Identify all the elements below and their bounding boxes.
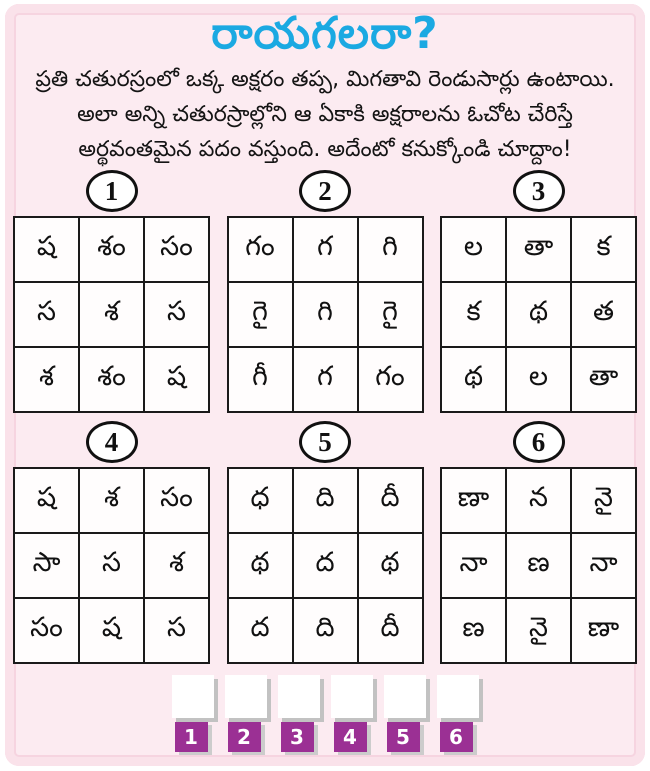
grid-cell: సం: [144, 468, 209, 533]
grid-cell: ణా: [441, 468, 506, 533]
grid-cell: గం: [228, 217, 293, 282]
puzzle-4-number-badge: 4: [86, 421, 138, 463]
grid-cell: ల: [506, 347, 571, 412]
grid-cell: స: [144, 282, 209, 347]
answer-unit-1: [172, 675, 214, 753]
grid-cell: థ: [506, 282, 571, 347]
grid-cell: శం: [79, 347, 144, 412]
grid-cell: ద: [228, 598, 293, 663]
puzzle-1: [10, 170, 213, 413]
grid-cell: నా: [441, 533, 506, 598]
grid-cell: ల: [441, 217, 506, 282]
grid-cell: ష: [144, 347, 209, 412]
puzzle-3: [437, 170, 640, 413]
grid-cell: గై: [228, 282, 293, 347]
grid-cell: క: [441, 282, 506, 347]
puzzle-row-2: [10, 421, 640, 664]
grid-cell: క: [571, 217, 636, 282]
grid-cell: ద: [293, 533, 358, 598]
answer-tag-5: 5: [387, 722, 420, 752]
answer-tag-2: 2: [228, 722, 261, 752]
instructions-line-1: ప్రతి చతురస్రంలో ఒక్క అక్షరం తప్ప, మిగతావి రెండుసార్లు ఉంటాయి.: [35, 67, 615, 92]
answer-unit-3: [278, 675, 320, 753]
grid-cell: శం: [79, 217, 144, 282]
grid-cell: ష: [14, 217, 79, 282]
answer-box-6[interactable]: [437, 675, 479, 718]
grid-cell: స: [14, 282, 79, 347]
grid-cell: గై: [358, 282, 423, 347]
grid-cell: నై: [506, 598, 571, 663]
grid-cell: దీ: [358, 468, 423, 533]
grid-cell: ది: [293, 598, 358, 663]
grid-cell: శ: [14, 347, 79, 412]
answer-tag-4: 4: [334, 722, 367, 752]
instructions-line-3: అర్థవంతమైన పదం వస్తుంది. అదేంటో కనుక్కోండి చూద్దాం!: [78, 137, 572, 162]
grid-cell: దీ: [358, 598, 423, 663]
grid-cell: న: [506, 468, 571, 533]
grid-cell: ణా: [571, 598, 636, 663]
puzzle-5-number-badge: 5: [299, 421, 351, 463]
puzzle-grid-4: [13, 467, 210, 664]
grid-cell: త: [571, 282, 636, 347]
grid-cell: సం: [14, 598, 79, 663]
grid-cell: గ: [293, 347, 358, 412]
grid-cell: ష: [14, 468, 79, 533]
answer-unit-6: [437, 675, 479, 753]
instructions: [10, 62, 640, 167]
puzzle-grid-6: [440, 467, 637, 664]
answer-box-3[interactable]: [278, 675, 320, 718]
grid-cell: ణ: [506, 533, 571, 598]
grid-cell: సం: [144, 217, 209, 282]
puzzle-6: [437, 421, 640, 664]
answer-tag-6: 6: [440, 722, 473, 752]
grid-cell: సా: [14, 533, 79, 598]
answer-unit-2: [225, 675, 267, 753]
puzzle-row-1: [10, 170, 640, 413]
answer-tag-1: 1: [175, 722, 208, 752]
grid-cell: శ: [144, 533, 209, 598]
puzzle-6-number-badge: 6: [513, 421, 565, 463]
grid-cell: శ: [79, 468, 144, 533]
grid-cell: ధ: [228, 468, 293, 533]
grid-cell: గి: [358, 217, 423, 282]
puzzle-2-number-badge: 2: [299, 170, 351, 212]
puzzle-5: [224, 421, 427, 664]
puzzle-4: [10, 421, 213, 664]
grid-cell: గీ: [228, 347, 293, 412]
grid-cell: థ: [228, 533, 293, 598]
answer-unit-4: [331, 675, 373, 753]
grid-cell: తా: [506, 217, 571, 282]
grid-cell: నై: [571, 468, 636, 533]
grid-cell: ది: [293, 468, 358, 533]
answer-tag-3: 3: [281, 722, 314, 752]
answer-box-1[interactable]: [172, 675, 214, 718]
answer-box-4[interactable]: [331, 675, 373, 718]
puzzle-grid-3: [440, 216, 637, 413]
grid-cell: నా: [571, 533, 636, 598]
grid-cell: గి: [293, 282, 358, 347]
grid-cell: తా: [571, 347, 636, 412]
instructions-line-2: అలా అన్ని చతురస్రాల్లోని ఆ ఏకాకి అక్షరాలను ఓచోట చేరిస్తే: [77, 102, 573, 127]
puzzle-grid-2: [227, 216, 424, 413]
grid-cell: స: [79, 533, 144, 598]
grid-cell: గం: [358, 347, 423, 412]
grid-cell: స: [144, 598, 209, 663]
puzzle-3-number-badge: 3: [513, 170, 565, 212]
puzzle-2: [224, 170, 427, 413]
puzzle-grid-5: [227, 467, 424, 664]
grid-cell: థ: [358, 533, 423, 598]
grid-cell: గ: [293, 217, 358, 282]
grid-cell: ణ: [441, 598, 506, 663]
answer-unit-5: [384, 675, 426, 753]
answer-box-5[interactable]: [384, 675, 426, 718]
grid-cell: ష: [79, 598, 144, 663]
grid-cell: థ: [441, 347, 506, 412]
page-title: రాయగలరా?: [211, 8, 439, 59]
puzzle-grid-1: [13, 216, 210, 413]
puzzle-1-number-badge: 1: [86, 170, 138, 212]
answer-box-2[interactable]: [225, 675, 267, 718]
answer-strip: [0, 675, 650, 753]
grid-cell: శ: [79, 282, 144, 347]
